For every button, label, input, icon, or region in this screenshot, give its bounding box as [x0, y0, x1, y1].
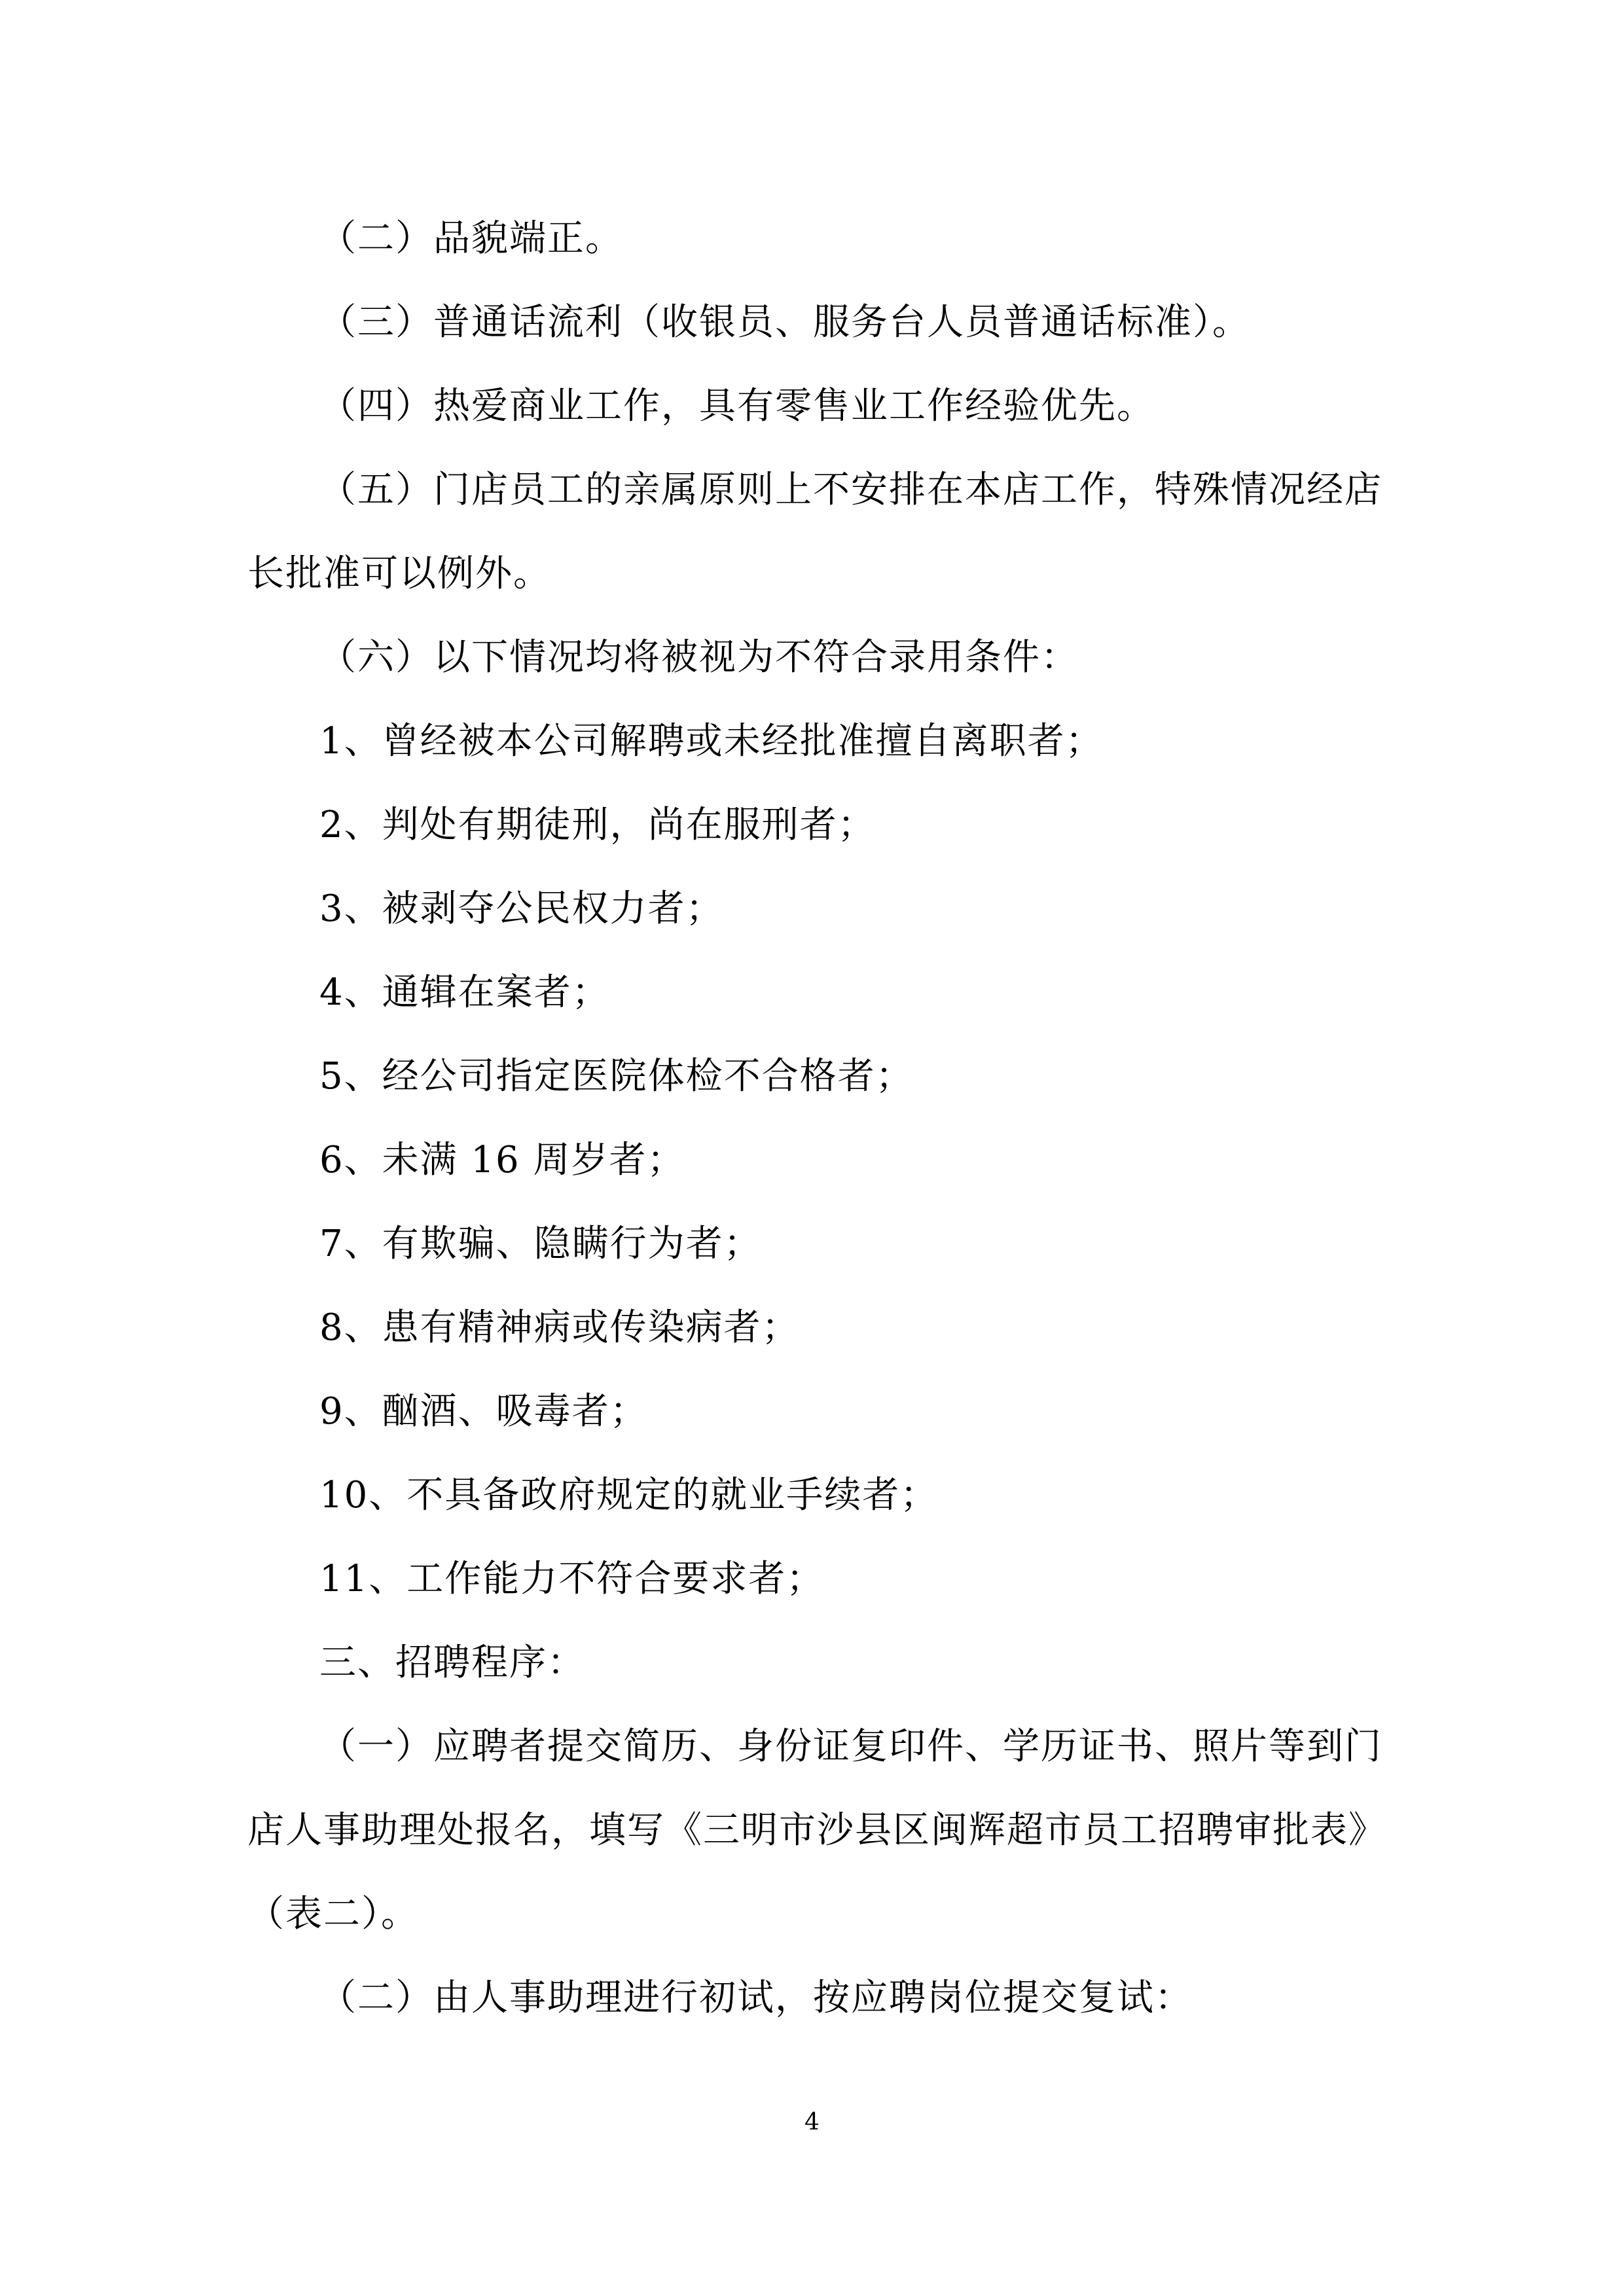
text-line: 长批准可以例外。	[247, 552, 551, 595]
text-line: （六）以下情况均将被视为不符合录用条件：	[319, 636, 1079, 679]
text-line: 2、判处有期徒刑，尚在服刑者；	[319, 804, 876, 846]
text-line: （三）普通话流利（收银员、服务台人员普通话标准）。	[319, 301, 1250, 344]
text-line: 店人事助理处报名，填写《三明市沙县区闽辉超市员工招聘审批表》	[247, 1809, 1386, 1852]
text-line: 4、通辑在案者；	[319, 971, 610, 1014]
text-line: 10、不具备政府规定的就业手续者；	[319, 1474, 939, 1516]
text-line: 8、患有精神病或传染病者；	[319, 1306, 800, 1349]
text-line: 6、未满 16 周岁者；	[319, 1139, 685, 1181]
text-line: （二）品貌端正。	[319, 217, 623, 260]
text-line: （二）由人事助理进行初试，按应聘岗位提交复试：	[319, 1977, 1193, 2019]
text-line: 7、有欺骗、隐瞒行为者；	[319, 1223, 762, 1265]
page-number: 4	[804, 2109, 820, 2136]
text-line: （表二）。	[247, 1893, 419, 1935]
text-line: （五）门店员工的亲属原则上不安排在本店工作，特殊情况经店	[319, 469, 1382, 511]
text-line: 11、工作能力不符合要求者；	[319, 1558, 825, 1600]
text-line: （一）应聘者提交简历、身份证复印件、学历证书、照片等到门	[319, 1725, 1382, 1768]
text-line: 3、被剥夺公民权力者；	[319, 888, 724, 930]
text-line: 9、酗酒、吸毒者；	[319, 1390, 648, 1433]
text-line: 1、曾经被本公司解聘或未经批准擅自离职者；	[319, 720, 1104, 762]
text-line: 5、经公司指定医院体检不合格者；	[319, 1055, 914, 1098]
text-line: （四）热爱商业工作，具有零售业工作经验优先。	[319, 385, 1155, 427]
section-heading: 三、招聘程序：	[319, 1641, 585, 1684]
